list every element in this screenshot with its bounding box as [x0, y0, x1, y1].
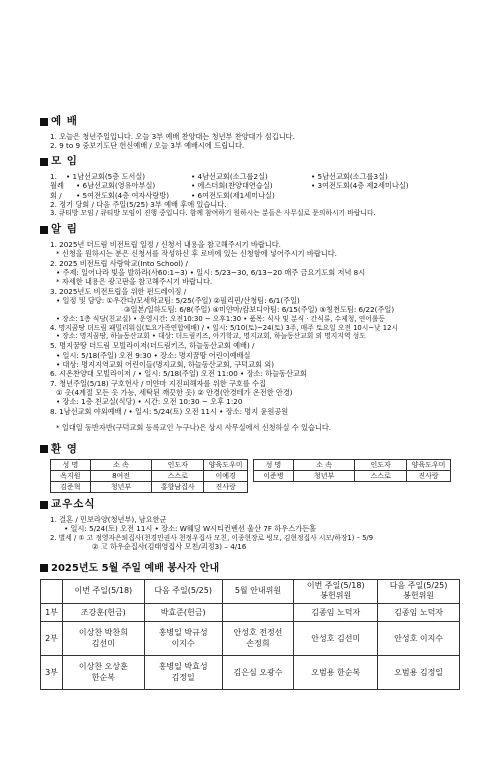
notice-section: [40, 223, 451, 432]
table-cell: 스스로: [355, 471, 407, 482]
header-cell: 다음 주일(5/25): [144, 579, 222, 604]
notice-line: • 주제: 일어나라 빛을 발하라(사60:1~3) • 일시: 5/23~30, 6/13~20 매주 금요기도회 저녁 8시: [56, 267, 366, 277]
table-cell: 옥지원: [51, 471, 91, 482]
table-row: [41, 656, 460, 690]
list-item: • 6여전도회(제1세미나실): [191, 190, 275, 200]
table-cell: 홍향남집사: [152, 482, 204, 493]
notice-line: 7. 청년주일(5/18) 구호헌사 / 미얀마 지진피해자를 위한 구호를 수집: [50, 378, 266, 388]
monthly-label: 1. 월례회 /: [50, 172, 64, 200]
notice-line: 4. 명지꿈땅 더드림 패밀리워십(토요가족연합예배) / • 일시: 5/10(토)~24(토) 3주, 매주 토요일 오전 10시~낮 12시: [50, 323, 398, 332]
meeting-title: 모 임: [40, 155, 451, 169]
news-section: [40, 498, 451, 552]
welcome-section: [40, 443, 451, 494]
table-cell: 2부: [41, 622, 63, 656]
news-title: 교우소식: [40, 498, 451, 512]
table-cell: 1부: [41, 604, 63, 622]
header-cell: 양육도우미: [204, 460, 248, 471]
header-cell: 인도자: [152, 460, 204, 471]
table-cell: 홍병일 박규성 이지수: [144, 622, 222, 656]
volunteer-title: 2025년도 5월 주일 예배 봉사자 안내: [40, 562, 451, 575]
header-cell: 인도자: [355, 460, 407, 471]
header-cell: 소 속: [90, 460, 152, 471]
list-item: • 6남선교회(영유아부실): [76, 181, 156, 191]
table-cell: 김종임 노덕자: [378, 604, 460, 622]
header-cell: 5월 안내위원: [222, 579, 294, 604]
notice-line: 2. 2025 비전트립 사랑학교(Into School) /: [50, 258, 188, 268]
notice-line: 6. 시온찬양대 모빌라이저 / • 일시: 5/18(주일) 오전 11:00 • 장소: 하늘동산교회: [50, 369, 307, 379]
welcome-title: 환 영: [40, 443, 451, 457]
notice-line: * 신청을 원하시는 분은 신청서를 작성하신 후 로비에 있는 신청함에 넣어주시기 바랍니다.: [56, 249, 337, 259]
notice-line: • 일정 및 담당: ①우간다/모세학교팀: 5/25(주일) ②필리핀/산청팀: 6/1(주일): [56, 296, 300, 306]
notice-line: ③일본/일하도팀: 6/8(주일) ④미얀마/캄보디아팀: 6/15(주일) ⑤칭천도팀: 6/22(주일): [124, 305, 395, 315]
monthly-items: [66, 172, 451, 200]
notice-line: 3. 2025년도 비전트립을 위한 펀드레이징 /: [50, 286, 187, 296]
worship-line: 1. 오늘은 청년주일입니다. 오늘 3부 예배 찬양대는 청년부 찬양대가 섬깁니다.: [50, 131, 295, 141]
table-cell: 이상찬 박찬희 김선미: [62, 622, 144, 656]
table-cell: 이준병: [254, 471, 294, 482]
table-cell: 조강훈(헌금): [62, 604, 144, 622]
meeting-line: 3. 큐티방 모임 / 큐티방 모임이 진행 중입니다. 함께 참여하기 원하시는 분들은 사무실로 문의하시기 바랍니다.: [50, 209, 376, 218]
table-header-row: [41, 579, 460, 604]
list-item: • 에스더회(찬양대연습실): [191, 181, 273, 191]
table-cell: 오범용 한순복: [294, 656, 378, 690]
table-row: [51, 482, 451, 493]
header-cell: 소 속: [293, 460, 355, 471]
table-cell: [222, 604, 294, 622]
table-cell: 이상찬 오상훈 한순복: [62, 656, 144, 690]
table-cell: 김종임 노덕자: [294, 604, 378, 622]
square-bullet-icon: [40, 564, 48, 572]
news-line: 2. 별세 / ① 고 정영자은퇴집사(천경민권사 천정우집사 모친, 이종현장로 빙모, 김현정집사 시모/하장1) – 5/9: [50, 533, 374, 542]
table-cell: 홍병일 박효성 김정일: [144, 656, 222, 690]
header-cell: 이번 주일(5/18): [62, 579, 144, 604]
news-line: ② 고 하우순집사(김태영집사 모친/괴정3) – 4/16: [92, 542, 247, 552]
notice-line: ① 옷(4계절 모든 옷 가능, 세탁된 깨끗한 옷) ② 안경(안경테가 온전한 안경): [56, 388, 293, 398]
list-item: • 5여전도회(4층 여자사랑방): [76, 190, 169, 200]
notice-line: • 장소: 명지꿈땅, 하늘동산교회 • 대상: 더드림키즈, 아기학교, 명지교회, 하늘동산교회 외 명지지역 성도: [56, 332, 366, 341]
notice-line: 1. 2025년 더드림 비전트립 일정 / 신청서 내용을 참고해주시기 바랍니다.: [50, 239, 281, 249]
header-cell: 양육도우미: [407, 460, 451, 471]
table-row: [41, 604, 460, 622]
square-bullet-icon: [40, 118, 48, 126]
header-cell: 이번 주일(5/18) 봉헌위원: [294, 579, 378, 604]
notice-line: • 대상: 명지지역교회 어린이들(명지교회, 하늘동산교회, 구덕교회 외): [56, 359, 275, 369]
header-cell: 다음 주일(5/25) 봉헌위원: [378, 579, 460, 604]
notice-line: • 장소: 1층 식당(친교실) • 운영시간: 오전10:30 ~ 오후1:30 • 품목: 식사 및 분식 · 간식류, 수제청, 연어롤등: [56, 314, 385, 323]
meeting-line: 2. 정기 당회 / 다음 주일(5/25) 3부 예배 후에 있습니다.: [50, 200, 227, 210]
notice-line: 5. 명지꿈땅 더드림 모빌라이저(더드림키즈, 하늘동산교회 예배) /: [50, 341, 255, 351]
meeting-section: [40, 155, 451, 218]
table-cell: 오범용 김정일: [378, 656, 460, 690]
square-bullet-icon: [40, 226, 48, 234]
table-row: [51, 471, 451, 482]
table-cell: 김은심 오광수: [222, 656, 294, 690]
header-cell: [41, 579, 63, 604]
volunteer-section: [40, 562, 451, 691]
worship-line: 2. 9 to 9 중보기도단 헌신예배 / 오늘 3부 예배시에 드립니다.: [50, 141, 245, 150]
list-item: • 4남선교회(소그룹2실): [191, 172, 268, 181]
header-cell: 성 명: [51, 460, 91, 471]
table-cell: 청년부: [90, 482, 152, 493]
table-row: [41, 622, 460, 656]
table-cell: 청년부: [293, 471, 355, 482]
news-line: • 일시: 5/24(토) 오전 11시 • 장소: W웨딩 W시티컨벤션 울산 7F 하우스가든홀: [64, 524, 316, 534]
table-cell: 김준혁: [51, 482, 91, 493]
table-cell: 이예경: [204, 471, 248, 482]
worship-title: 예 배: [40, 115, 451, 129]
notice-footnote: * 일대일 동반자반(구덕교회 등록교인 누구나)은 상시 사무실에서 신청하실 수 있습니다.: [56, 423, 332, 433]
list-item: • 1남선교회(5층 도서실): [66, 172, 146, 181]
worship-section: [40, 115, 451, 150]
table-header-row: [51, 460, 451, 471]
list-item: • 3여전도회(4층 제2세미나실): [311, 181, 409, 191]
table-cell: 진사랑: [407, 471, 451, 482]
list-item: • 5남선교회(소그룹3실): [311, 172, 388, 181]
notice-line: • 장소: 1층 친교실(식당) • 시간: 오전 10:30 ~ 오후 1:20: [56, 397, 243, 407]
notice-title: 알 림: [40, 223, 451, 237]
welcome-table: [50, 459, 451, 493]
volunteer-table: [40, 579, 460, 691]
table-cell: 스스로: [152, 471, 204, 482]
square-bullet-icon: [40, 501, 48, 509]
table-cell: 안성호 김선미: [294, 622, 378, 656]
notice-line: • 일시: 5/18(주일) 오전 9:30 • 장소: 명지꿈땅 어린이예배실: [56, 350, 251, 360]
table-cell: 8여전: [90, 471, 152, 482]
table-cell: 진사랑: [204, 482, 248, 493]
table-cell: 안성호 전정선 손정희: [222, 622, 294, 656]
header-cell: 성 명: [254, 460, 294, 471]
table-cell: 박효준(헌금): [144, 604, 222, 622]
monthly-meeting: [40, 172, 451, 200]
table-cell: 안성호 이지수: [378, 622, 460, 656]
notice-line: * 자세한 내용은 광고판을 참고해주시기 바랍니다.: [56, 277, 213, 287]
square-bullet-icon: [40, 445, 48, 453]
notice-line: 8. 1남선교회 야외예배 / • 일시: 5/24(토) 오전 11시 • 장소: 명지 윤원공원: [50, 406, 289, 416]
news-line: 1. 결혼 / 민보라양(청년부), 남요한군: [50, 514, 167, 524]
square-bullet-icon: [40, 158, 48, 166]
table-cell: 3부: [41, 656, 63, 690]
